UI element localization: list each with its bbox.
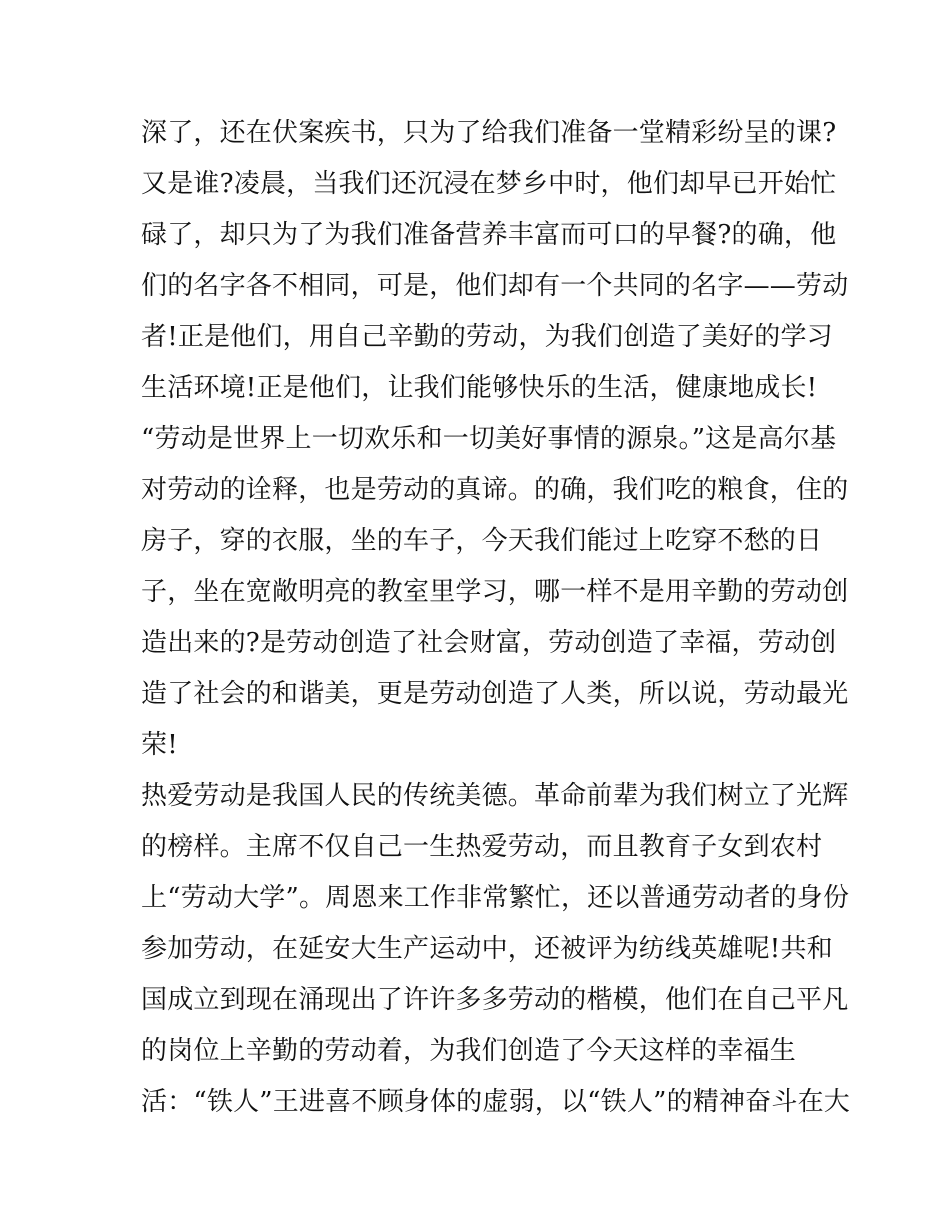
text-line: 参加劳动，在延安大生产运动中，还被评为纺线英雄呢!共和 [141, 934, 833, 964]
text-line: 者!正是他们，用自己辛勤的劳动，为我们创造了美好的学习 [141, 322, 833, 352]
text-line: 热爱劳动是我国人民的传统美德。革命前辈为我们树立了光辉 [141, 781, 849, 811]
text-line: 们的名字各不相同，可是，他们却有一个共同的名字——劳动 [141, 271, 849, 301]
text-line: 的岗位上辛勤的劳动着，为我们创造了今天这样的幸福生 [141, 1036, 797, 1066]
text-line: 子，坐在宽敞明亮的教室里学习，哪一样不是用辛勤的劳动创 [141, 577, 849, 607]
text-line: 又是谁?凌晨，当我们还沉浸在梦乡中时，他们却早已开始忙 [141, 169, 837, 199]
text-line: 的榜样。主席不仅自己一生热爱劳动，而且教育子女到农村 [141, 832, 823, 862]
text-line: “劳动是世界上一切欢乐和一切美好事情的源泉。”这是高尔基 [141, 424, 837, 454]
text-line: 深了，还在伏案疾书，只为了给我们准备一堂精彩纷呈的课? [141, 118, 837, 148]
text-line: 造出来的?是劳动创造了社会财富，劳动创造了幸福，劳动创 [141, 628, 837, 658]
body-text [141, 108, 850, 1128]
text-line: 活：“铁人”王进喜不顾身体的虚弱，以“铁人”的精神奋斗在大 [141, 1087, 850, 1117]
text-line: 碌了，却只为了为我们准备营养丰富而可口的早餐?的确，他 [141, 220, 837, 250]
text-line: 国成立到现在涌现出了许许多多劳动的楷模，他们在自己平凡 [141, 985, 849, 1015]
text-line: 荣! [141, 730, 178, 760]
text-line: 造了社会的和谐美，更是劳动创造了人类，所以说，劳动最光 [141, 679, 849, 709]
text-line: 生活环境!正是他们，让我们能够快乐的生活，健康地成长! [141, 373, 818, 403]
text-line: 上“劳动大学”。周恩来工作非常繁忙，还以普通劳动者的身份 [141, 883, 850, 913]
text-line: 房子，穿的衣服，坐的车子，今天我们能过上吃穿不愁的日 [141, 526, 823, 556]
text-line: 对劳动的诠释，也是劳动的真谛。的确，我们吃的粮食，住的 [141, 475, 849, 505]
